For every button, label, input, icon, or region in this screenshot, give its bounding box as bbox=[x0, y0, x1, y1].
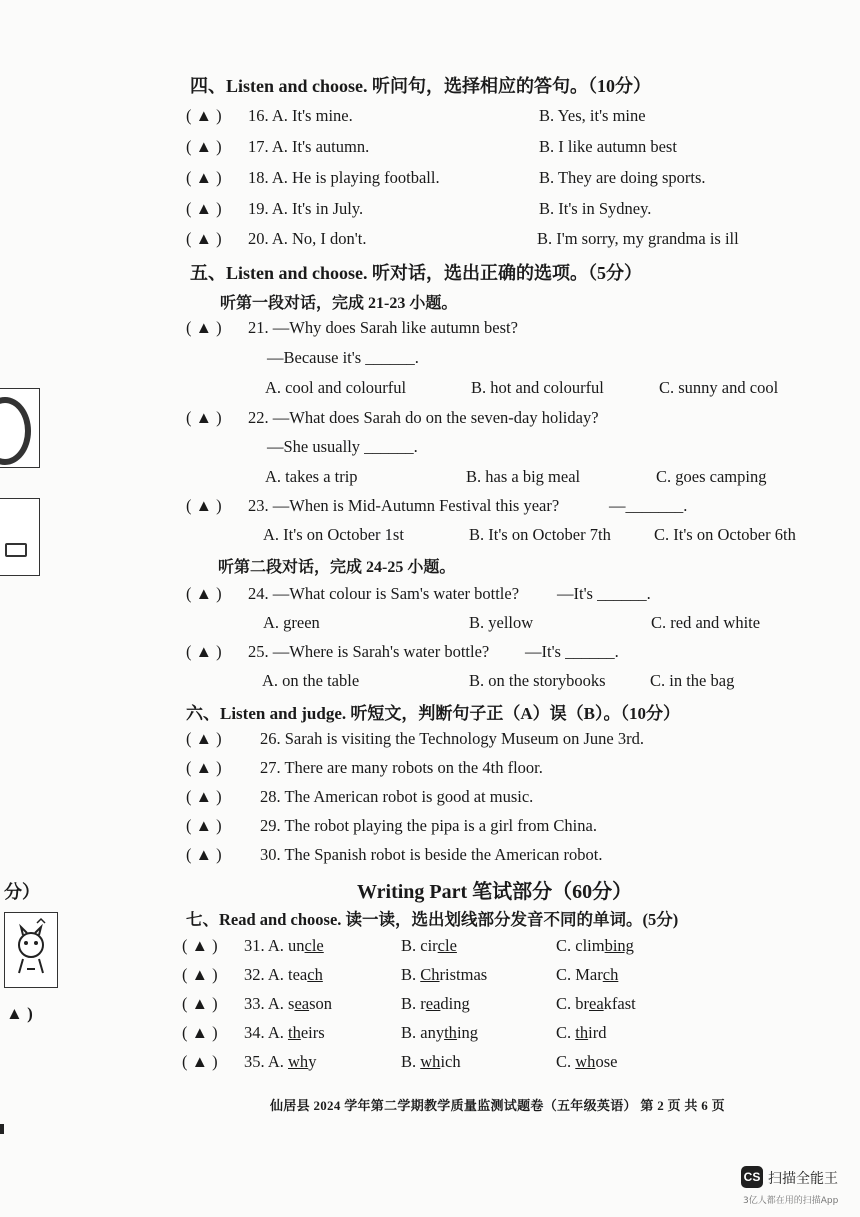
question-text: 23. —When is Mid-Autumn Festival this year? bbox=[248, 496, 560, 515]
q25-option-b: B. on the storybooks bbox=[469, 671, 606, 690]
q-num: 17. bbox=[248, 137, 269, 156]
answer-bracket[interactable]: ( ▲ ) bbox=[186, 584, 222, 603]
statement-text: 28. The American robot is good at music. bbox=[260, 787, 534, 806]
statement-text: 30. The Spanish robot is beside the American robot. bbox=[260, 845, 603, 864]
q35-option-c: C. whose bbox=[556, 1052, 618, 1071]
q24-option-c: C. red and white bbox=[651, 613, 761, 632]
answer-bracket[interactable]: ( ▲ ) bbox=[182, 936, 218, 955]
q20 bbox=[186, 229, 366, 249]
answer-bracket[interactable]: ( ▲ ) bbox=[186, 845, 222, 864]
answer-bracket[interactable]: ( ▲ ) bbox=[186, 408, 222, 427]
q23 bbox=[186, 496, 559, 516]
q20-option-b: B. I'm sorry, my grandma is ill bbox=[537, 229, 739, 248]
q19 bbox=[186, 199, 363, 219]
q24-option-b: B. yellow bbox=[469, 613, 534, 632]
margin-box-top bbox=[0, 388, 40, 468]
answer-bracket[interactable]: ( ▲ ) bbox=[186, 816, 222, 835]
option-a: A. It's autumn. bbox=[271, 137, 370, 156]
q35 bbox=[182, 1052, 316, 1072]
page-footer: 仙居县 2024 学年第二学期教学质量监测试题卷（五年级英语） 第 2 页 共 6 页 bbox=[270, 1098, 725, 1113]
q33 bbox=[182, 994, 332, 1014]
q-num: 34. bbox=[244, 1023, 265, 1042]
q35-option-b: B. which bbox=[401, 1052, 461, 1071]
q21-option-a: A. cool and colourful bbox=[265, 378, 407, 397]
q-num: 19. bbox=[248, 199, 269, 218]
option-a: A. No, I don't. bbox=[271, 229, 367, 248]
answer-bracket[interactable]: ( ▲ ) bbox=[182, 994, 218, 1013]
answer-bracket[interactable]: ( ▲ ) bbox=[186, 168, 222, 187]
q-num: 31. bbox=[244, 936, 265, 955]
statement-text: 29. The robot playing the pipa is a girl from China. bbox=[260, 816, 597, 835]
margin-box-mid bbox=[0, 498, 40, 576]
q21-option-b: B. hot and colourful bbox=[471, 378, 604, 397]
camscanner-name: 扫描全能王 bbox=[768, 1171, 838, 1187]
q22 bbox=[186, 408, 599, 428]
q34-option-c: C. third bbox=[556, 1023, 607, 1042]
q22-option-c: C. goes camping bbox=[656, 467, 767, 486]
option-a: A. uncle bbox=[267, 936, 324, 955]
q25-option-a: A. on the table bbox=[262, 671, 360, 690]
answer-bracket[interactable]: ( ▲ ) bbox=[182, 1052, 218, 1071]
writing-part-title: Writing Part 笔试部分（60分） bbox=[357, 881, 633, 903]
q17 bbox=[186, 137, 369, 157]
cartoon-cat-icon bbox=[5, 913, 57, 987]
circle-icon bbox=[0, 397, 31, 465]
q26 bbox=[186, 729, 644, 749]
answer-bracket[interactable]: ( ▲ ) bbox=[186, 787, 222, 806]
q-num: 35. bbox=[244, 1052, 265, 1071]
section5-part1: 听第一段对话，完成 21-23 小题。 bbox=[220, 295, 458, 312]
q-num: 16. bbox=[248, 106, 269, 125]
q23-option-c: C. It's on October 6th bbox=[654, 525, 796, 544]
option-a: A. He is playing football. bbox=[271, 168, 440, 187]
answer-bracket[interactable]: ( ▲ ) bbox=[186, 318, 222, 337]
section4-title: 四、Listen and choose. 听问句，选择相应的答句。（10分） bbox=[190, 76, 652, 96]
q33-option-c: C. breakfast bbox=[556, 994, 636, 1013]
q22-option-a: A. takes a trip bbox=[265, 467, 358, 486]
answer-bracket[interactable]: ( ▲ ) bbox=[186, 729, 222, 748]
q32-option-c: C. March bbox=[556, 965, 619, 984]
margin-fen: 分） bbox=[4, 882, 40, 902]
q16 bbox=[186, 106, 353, 126]
option-a: A. It's in July. bbox=[271, 199, 364, 218]
q16-option-b: B. Yes, it's mine bbox=[539, 106, 646, 125]
answer-bracket[interactable]: ( ▲ ) bbox=[186, 229, 222, 248]
q23-blank: —_______. bbox=[609, 496, 688, 515]
margin-box-cartoon bbox=[4, 912, 58, 988]
q33-option-b: B. reading bbox=[401, 994, 470, 1013]
q24 bbox=[186, 584, 519, 604]
q-num: 18. bbox=[248, 168, 269, 187]
camscanner-logo: CS bbox=[741, 1166, 763, 1188]
q25-option-c: C. in the bag bbox=[650, 671, 735, 690]
section5-part2: 听第二段对话，完成 24-25 小题。 bbox=[218, 559, 456, 576]
q25 bbox=[186, 642, 489, 662]
answer-bracket[interactable]: ( ▲ ) bbox=[182, 1023, 218, 1042]
q22-answer-line: —She usually ______. bbox=[267, 437, 418, 456]
stamp-icon bbox=[5, 543, 27, 557]
q18 bbox=[186, 168, 440, 188]
question-text: 21. —Why does Sarah like autumn best? bbox=[248, 318, 518, 337]
q18-option-b: B. They are doing sports. bbox=[539, 168, 706, 187]
q34 bbox=[182, 1023, 325, 1043]
camscanner-tagline: 3亿人都在用的扫描App bbox=[743, 1196, 839, 1206]
q27 bbox=[186, 758, 543, 778]
question-text: 24. —What colour is Sam's water bottle? bbox=[248, 584, 520, 603]
answer-bracket[interactable]: ( ▲ ) bbox=[186, 496, 222, 515]
answer-bracket[interactable]: ( ▲ ) bbox=[186, 137, 222, 156]
statement-text: 27. There are many robots on the 4th floor. bbox=[260, 758, 543, 777]
q-num: 32. bbox=[244, 965, 265, 984]
margin-triangle: ▲ ) bbox=[6, 1004, 33, 1023]
q25-blank: —It's ______. bbox=[525, 642, 619, 661]
q29 bbox=[186, 816, 597, 836]
section7-title: 七、Read and choose. 读一读，选出划线部分发音不同的单词。(5分) bbox=[186, 910, 679, 929]
option-a: A. why bbox=[267, 1052, 317, 1071]
q30 bbox=[186, 845, 602, 865]
option-a: A. teach bbox=[267, 965, 323, 984]
section6-title: 六、Listen and judge. 听短文，判断句子正（A）误（B）。（10分） bbox=[186, 704, 680, 723]
answer-bracket[interactable]: ( ▲ ) bbox=[186, 758, 222, 777]
question-text: 22. —What does Sarah do on the seven-day holiday? bbox=[248, 408, 599, 427]
q34-option-b: B. anything bbox=[401, 1023, 479, 1042]
answer-bracket[interactable]: ( ▲ ) bbox=[186, 199, 222, 218]
q23-option-b: B. It's on October 7th bbox=[469, 525, 611, 544]
q32-option-b: B. Christmas bbox=[401, 965, 488, 984]
section5-title: 五、Listen and choose. 听对话，选出正确的选项。（5分） bbox=[190, 263, 643, 283]
statement-text: 26. Sarah is visiting the Technology Museum on June 3rd. bbox=[260, 729, 644, 748]
question-text: 25. —Where is Sarah's water bottle? bbox=[248, 642, 490, 661]
margin-corner-mark bbox=[0, 1124, 4, 1134]
answer-bracket[interactable]: ( ▲ ) bbox=[182, 965, 218, 984]
q31-option-b: B. circle bbox=[401, 936, 457, 955]
q24-blank: —It's ______. bbox=[557, 584, 651, 603]
q31 bbox=[182, 936, 324, 956]
answer-bracket[interactable]: ( ▲ ) bbox=[186, 106, 222, 125]
q22-option-b: B. has a big meal bbox=[466, 467, 581, 486]
q21-answer-line: —Because it's ______. bbox=[267, 348, 419, 367]
q24-option-a: A. green bbox=[263, 613, 320, 632]
q28 bbox=[186, 787, 533, 807]
q19-option-b: B. It's in Sydney. bbox=[539, 199, 652, 218]
q-num: 33. bbox=[244, 994, 265, 1013]
q31-option-c: C. climbing bbox=[556, 936, 634, 955]
q21 bbox=[186, 318, 518, 338]
option-a: A. It's mine. bbox=[271, 106, 353, 125]
q21-option-c: C. sunny and cool bbox=[659, 378, 779, 397]
q-num: 20. bbox=[248, 229, 269, 248]
q23-option-a: A. It's on October 1st bbox=[263, 525, 404, 544]
q17-option-b: B. I like autumn best bbox=[539, 137, 677, 156]
answer-bracket[interactable]: ( ▲ ) bbox=[186, 642, 222, 661]
option-a: A. theirs bbox=[267, 1023, 325, 1042]
option-a: A. season bbox=[267, 994, 333, 1013]
q32 bbox=[182, 965, 323, 985]
